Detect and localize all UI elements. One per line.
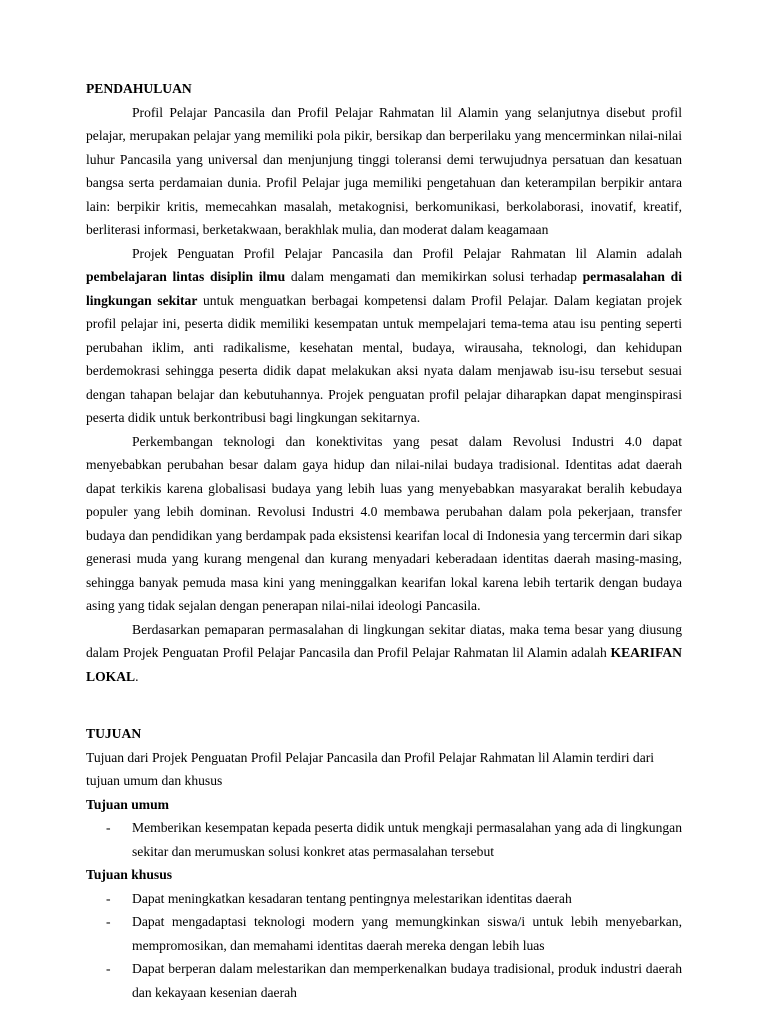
paragraph-4-text-a: Berdasarkan pemaparan permasalahan di lingkungan sekitar diatas, maka tema besar yang diusung dalam Projek Penguatan Profil Pelajar Pancasila dan Profil Pelajar Rahmatan lil Alamin adalah [86, 621, 682, 660]
dash-bullet: - [106, 914, 111, 929]
paragraph-4-text-c: . [135, 668, 139, 684]
section-tujuan [86, 722, 682, 1004]
heading-pendahuluan: PENDAHULUAN [86, 81, 192, 96]
paragraph-2-text-a: Projek Penguatan Profil Pelajar Pancasila dan Profil Pelajar Rahmatan lil Alamin adalah [132, 245, 682, 261]
list-item [86, 957, 682, 1004]
paragraph-3: Perkembangan teknologi dan konektivitas yang pesat dalam Revolusi Industri 4.0 dapat menyebabkan perubahan besar dalam gaya hidup dan nilai-nilai budaya tradisional. Identitas adat daerah dapat terkikis karena globalisasi budaya yang lebih luas yang menyebabkan masyarakat beralih kebudaya populer yang lebih dominan. Revolusi Industri 4.0 membawa perubahan dalam pola pekerjaan, transfer budaya dan pendidikan yang berdampak pada eksistensi kearifan local di Indonesia yang tercermin dari sikap generasi muda yang kurang mengenal dan kurang menyadari keberadaan identitas daerah masing-masing, sehingga banyak pemuda masa kini yang meninggalkan kearifan lokal karena lebih tertarik dengan budaya asing yang tidak sejalan dengan penerapan nilai-nilai ideologi Pancasila. [86, 433, 682, 613]
list-item [86, 816, 682, 863]
list-item-text: Dapat berperan dalam melestarikan dan memperkenalkan budaya tradisional, produk industri daerah dan kekayaan kesenian daerah [132, 961, 682, 1000]
list-item-text: Dapat mengadaptasi teknologi modern yang memungkinkan siswa/i untuk lebih menyebarkan, mempromosikan, dan memahami identitas daerah mereka dengan lebih luas [132, 914, 682, 953]
list-item-text: Dapat meningkatkan kesadaran tentang pentingnya melestarikan identitas daerah [132, 890, 572, 906]
paragraph-2 [86, 242, 682, 430]
heading-tujuan-khusus: Tujuan khusus [86, 867, 173, 882]
list-item [86, 887, 682, 911]
dash-bullet: - [106, 820, 111, 835]
heading-tujuan: TUJUAN [86, 726, 142, 741]
bold-lintas-disiplin: pembelajaran lintas disiplin ilmu [86, 269, 286, 284]
paragraph-2-text-d: untuk menguatkan berbagai kompetensi dalam Profil Pelajar. Dalam kegiatan projek profil pelajar ini, peserta didik memiliki kesempatan untuk mempelajari tema-tema atau isu penting seperti perubahan iklim, anti radikalisme, kesehatan mental, budaya, wirausaha, teknologi, dan kehidupan berdemokrasi sehingga peserta didik dapat melakukan aksi nyata dalam menjawab isu-isu tersebut sesuai dengan tahapan belajar dan kebutuhannya. Projek penguatan profil pelajar diharapkan dapat menginspirasi peserta didik untuk berkontribusi bagi lingkungan sekitarnya. [86, 292, 682, 425]
list-item-text: Memberikan kesempatan kepada peserta didik untuk mengkaji permasalahan yang ada di lingkungan sekitar dan merumuskan solusi konkret atas permasalahan tersebut [132, 820, 682, 859]
paragraph-1: Profil Pelajar Pancasila dan Profil Pelajar Rahmatan lil Alamin yang selanjutnya disebut profil pelajar, merupakan pelajar yang memiliki pola pikir, bersikap dan berperilaku yang mencerminkan nilai-nilai luhur Pancasila yang universal dan menjunjung tinggi toleransi demi terwujudnya persatuan dan kesatuan bangsa serta perdamaian dunia. Profil Pelajar juga memiliki pengetahuan dan keterampilan berpikir antara lain: berpikir kritis, memecahkan masalah, metakognisi, berkomunikasi, berkolaborasi, inovatif, kreatif, berliterasi informasi, berketakwaan, berakhlak mulia, dan moderat dalam keagamaan [86, 104, 682, 237]
bold-kearifan-lokal: KEARIFAN LOKAL [86, 645, 682, 684]
dash-bullet: - [106, 961, 111, 976]
heading-tujuan-umum: Tujuan umum [86, 796, 169, 812]
paragraph-4 [86, 618, 682, 689]
tujuan-intro: Tujuan dari Projek Penguatan Profil Pelajar Pancasila dan Profil Pelajar Rahmatan lil Alamin terdiri dari tujuan umum dan khusus [86, 749, 655, 788]
paragraph-2-text-c: dalam mengamati dan memikirkan solusi terhadap [285, 269, 583, 284]
dash-bullet: - [106, 890, 111, 906]
section-pendahuluan [86, 77, 682, 688]
list-item [86, 910, 682, 957]
bold-permasalahan: permasalahan di lingkungan sekitar [86, 269, 683, 308]
